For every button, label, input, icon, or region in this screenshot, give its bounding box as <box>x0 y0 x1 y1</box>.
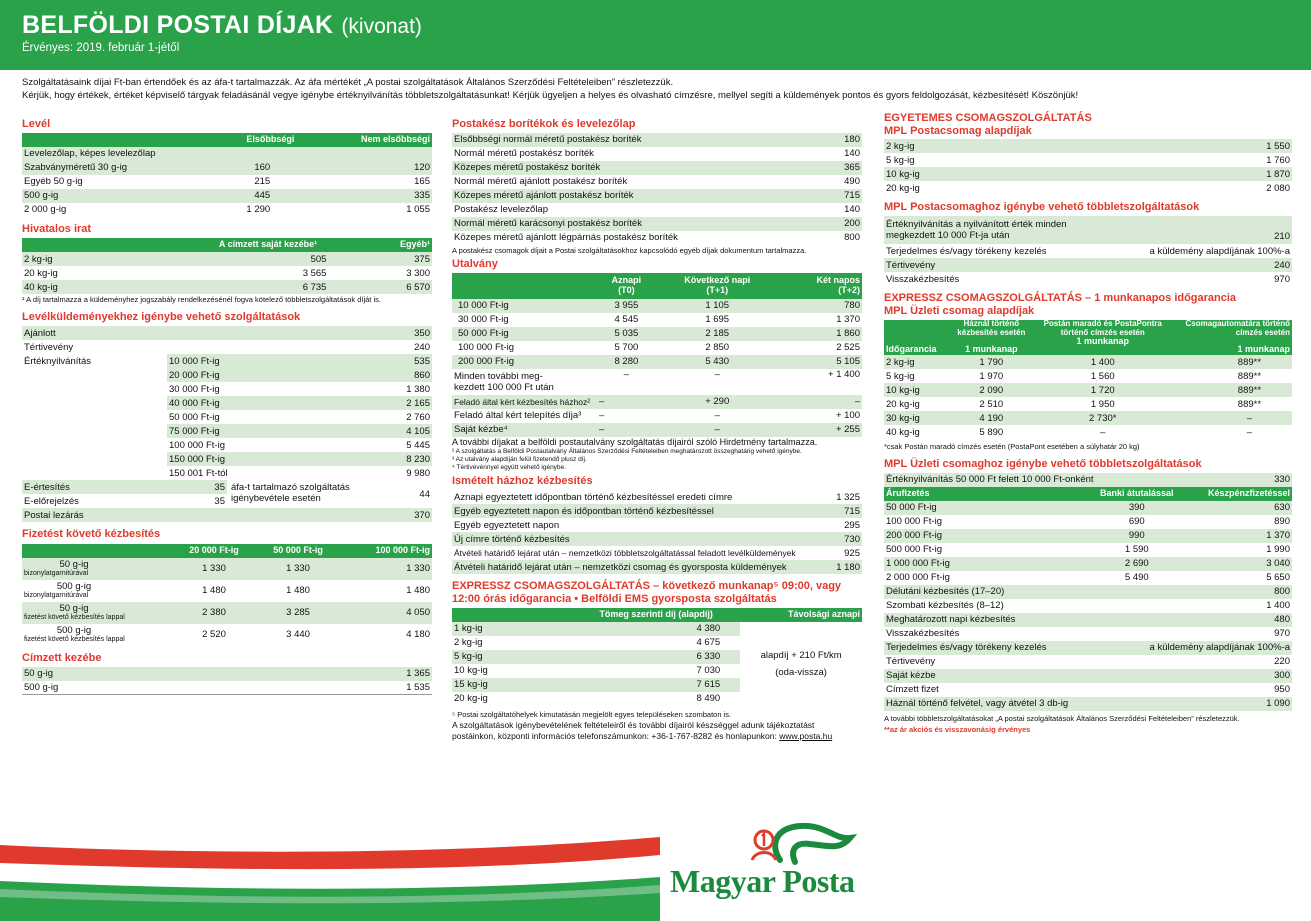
table-row: Normál méretű karácsonyi postakész boríték 200 <box>454 218 860 230</box>
fizetest-table <box>22 544 432 646</box>
table-row: Normál méretű ajánlott postakész boríték 490 <box>454 176 860 188</box>
valid-date: Érvényes: 2019. február 1-jétől <box>22 42 180 54</box>
footnote: postáinkon, központi információs telefonszámunkon: +36-1-767-8282 és honlapunkon: www.posta.hu <box>452 730 833 741</box>
table-row: 75 000 Ft-ig 4 105 <box>22 424 432 438</box>
table-row: 50 000 Ft-ig 2 760 <box>22 410 432 424</box>
table-row: 500 g-ig 445 335 <box>24 190 430 202</box>
section-title-mpltobb: MPL Postacsomaghoz igénybe vehető többletszolgáltatások <box>884 201 1200 214</box>
intro-line: Kérjük, hogy értékek, értéket képviselő tárgyak feladásánál vegye igénybe értéknyilvánítás többletszolgáltatásunkat! Kérjük ügyeljen a helyes és olvasható címzésre, mellyel segíti a küldemények pontos és gyors feldolgozását, kézbesítését! Köszönjük! <box>22 90 1079 102</box>
table-row: Szombati kézbesítés (8–12) 1 400 <box>886 600 1290 612</box>
table-row: 2 000 000 Ft-ig 5 490 5 650 <box>886 572 1290 584</box>
hivatalos-table <box>22 238 432 294</box>
table-row: Elsőbbségi normál méretű postakész boríték 180 <box>454 134 860 146</box>
table-row: Tértivevény 240 <box>24 341 430 353</box>
table-row: 5 kg-ig 1 970 1 560 889** <box>884 369 1292 383</box>
table-row: Aznapi egyeztetett időpontban történő kézbesítéssel eredeti címre 1 325 <box>454 491 860 503</box>
table-row: Levelezőlap, képes levelezőlap <box>22 147 432 161</box>
table-row: 200 000 Ft-ig 990 1 370 <box>886 530 1290 542</box>
table-row: 50 g-ig fizetést követő kézbesítés lappal 2 380 3 285 4 050 <box>22 602 432 624</box>
footnote: A szolgáltatások igénybevételének feltételeiről és további díjairól készséggel adunk tájékoztatást <box>452 719 815 730</box>
col-header: 100 000 Ft-ig <box>340 544 432 558</box>
footnote: ⁵ Postai szolgáltatóhelyek kimutatásán megjelölt egyes településeken szombaton is. <box>452 709 732 719</box>
col-header: Távolsági aznapi <box>740 608 862 622</box>
table-row: Saját kézbe⁴ – – + 255 <box>454 424 860 436</box>
footnote: ⁴ Tértivevénnyel együtt vehető igénybe. <box>452 464 566 472</box>
table-row: 150 000 Ft-ig 8 230 <box>22 452 432 466</box>
table-row: 40 kg-ig 5 890 – – <box>884 425 1292 439</box>
table-row: Közepes méretű ajánlott postakész boríték 715 <box>454 190 860 202</box>
table-row: 500 000 Ft-ig 1 590 1 990 <box>886 544 1290 556</box>
table-row: 10 kg-ig 7 030 <box>452 664 862 678</box>
table-row: 20 kg-ig 3 565 3 300 <box>24 267 430 279</box>
website-link[interactable]: www.posta.hu <box>779 730 833 741</box>
col-header: Egyéb¹ <box>366 238 432 252</box>
section-title-utalvany: Utalvány <box>452 257 498 270</box>
table-row: 500 g-ig fizetést követő kézbesítés lappal 2 520 3 440 4 180 <box>22 624 432 646</box>
footnote: *csak Postán maradó címzés esetén (PostaPont esetében a súlyhatár 20 kg) <box>884 442 1140 452</box>
table-row: Postai lezárás 370 <box>24 509 430 521</box>
table-row: Postakész levelezőlap 140 <box>454 204 860 216</box>
table-row: Feladó által kért telepítés díja³ – – + 100 <box>454 410 860 422</box>
table-row: Egyéb 50 g-ig 215 165 <box>24 176 430 188</box>
table-row: 15 kg-ig 7 615 <box>452 678 862 692</box>
cimzett-table <box>22 667 432 696</box>
table-row: Terjedelmes és/vagy törékeny kezelés a küldemény alapdíjának 100%-a <box>886 642 1290 654</box>
ems-table <box>452 608 862 706</box>
table-row: 40 kg-ig 6 735 6 570 <box>24 281 430 293</box>
footnote: A további díjakat a belföldi postautalvány szolgáltatás díjairól szóló Hirdetmény tartalmazza. <box>452 437 818 448</box>
table-row: 2 kg-ig 1 790 1 400 889** <box>884 355 1292 369</box>
table-row: Tértivevény 240 <box>886 259 1290 271</box>
table-row: Átvételi határidő lejárat után – nemzetközi többletszolgáltatással feladott levélküldemények 925 <box>454 547 860 559</box>
table-row: 200 000 Ft-ig 8 280 5 430 5 105 <box>452 355 862 369</box>
table-row: 5 kg-ig 1 760 <box>886 154 1290 166</box>
section-title-expressz1: EXPRESSZ CSOMAGSZOLGÁLTATÁS – 1 munkanapos időgarancia MPL Üzleti csomag alapdíjak <box>884 292 1237 318</box>
table-row: 100 000 Ft-ig 690 890 <box>886 516 1290 528</box>
table-row: Saját kézbe 300 <box>886 670 1290 682</box>
table-row: Átvételi határidő lejárat után – nemzetközi csomag és gyorsposta küldemények 1 180 <box>454 561 860 573</box>
table-row: 100 000 Ft-ig 5 700 2 850 2 525 <box>452 341 862 355</box>
table-row: 1 kg-ig 4 380 alapdíj + 210 Ft/km (oda-vissza) <box>452 622 862 636</box>
table-row: Ajánlott 350 <box>24 327 430 339</box>
col-header: Tömeg szerinti díj (alapdíj) <box>572 608 740 622</box>
table-row: 10 kg-ig 2 090 1 720 889** <box>884 383 1292 397</box>
table-row: E-előrejelzés 35 <box>24 495 225 507</box>
ismetelt-table <box>452 490 862 574</box>
section-title-ems: EXPRESSZ CSOMAGSZOLGÁLTATÁS – következő munkanap⁵ 09:00, vagy 12:00 órás időgarancia • Belföldi EMS gyorsposta szolgáltatás <box>452 580 842 606</box>
decorative-wave <box>0 815 660 921</box>
section-title-fizetest: Fizetést követő kézbesítés <box>22 528 161 541</box>
table-row: Egyéb egyeztetett napon 295 <box>454 519 860 531</box>
table-row: 40 000 Ft-ig 2 165 <box>22 396 432 410</box>
boritek-table <box>452 133 862 245</box>
table-row: 2 kg-ig 505 375 <box>24 253 430 265</box>
utalvany-table: Aznapi (T0) Következő napi (T+1) Két napos (T+2) 10 000 Ft-ig 3 955 1 105 780 30 000 Ft-ig 4 545 1 695 1 370 50 000 Ft-ig 5 035 2 185 1 860 100 000 Ft-ig 5 700 2 850 2 525 200 000 Ft-ig 8 280 5 430 5 105 Minden további meg- kezdett 100 000 Ft után – – + 1 400 Feladó által kért kézbesítés házhoz² – + 290 – Feladó által kért telepítés díja³ – – + 100 Saját kézbe⁴ – – + 255 <box>452 273 862 437</box>
table-row: Normál méretű postakész boríték 140 <box>454 148 860 160</box>
footnote: ¹ A díj tartalmazza a küldeményhez jogszabály rendelkezésénél fogva kötelező többletszolgáltatások díját is. <box>22 295 381 305</box>
table-row: Egyéb egyeztetett napon és időpontban történő kézbesítéssel 715 <box>454 505 860 517</box>
section-title-level: Levél <box>22 118 51 130</box>
section-title-cimzett: Címzett kezébe <box>22 651 102 664</box>
table-row: 20 kg-ig 2 080 <box>886 182 1290 194</box>
column-left <box>22 112 432 695</box>
col-header: 20 000 Ft-ig <box>172 544 256 558</box>
logo-text: Magyar Posta <box>670 863 855 899</box>
header-bar <box>0 0 1311 70</box>
page-subtitle: (kivonat) <box>341 15 422 38</box>
column-right <box>884 112 1292 735</box>
table-row: 500 g-ig bizonylatgarnitúrával 1 480 1 480 1 480 <box>22 580 432 602</box>
table-row: 2 kg-ig 4 675 <box>452 636 862 650</box>
table-row: 10 kg-ig 1 870 <box>886 168 1290 180</box>
intro-text <box>22 76 1292 103</box>
table-row: 10 000 Ft-ig 3 955 1 105 780 <box>452 299 862 313</box>
section-title-ismetelt: Ismételt házhoz kézbesítés <box>452 475 593 488</box>
col-header: Nem elsőbbségi <box>330 133 432 147</box>
col-header: 50 000 Ft-ig <box>256 544 340 558</box>
table-row: E-értesítés 35 áfa-t tartalmazó szolgáltatás igénybevétele esetén 44 <box>22 480 432 494</box>
table-row: 30 000 Ft-ig 4 545 1 695 1 370 <box>452 313 862 327</box>
table-row: 100 000 Ft-ig 5 445 <box>22 438 432 452</box>
table-row: 500 g-ig 1 535 <box>24 681 430 693</box>
table-row: 50 g-ig 1 365 <box>24 667 430 679</box>
table-row: Délutáni kézbesítés (17–20) 800 <box>886 586 1290 598</box>
expressz1-table: Időgarancia Háznál történő kézbesítés esetén 1 munkanap Postán maradó és PostaPontra történő címzés esetén 1 munkanap Csomagautomatára történő címzés esetén 1 munkanap 2 kg-ig 1 790 1 400 889** 5 kg-ig 1 970 1 560 889** 10 kg-ig 2 090 1 720 889** 20 kg-ig 2 510 1 950 889** 30 kg-ig 4 190 2 730* – 40 kg-ig 5 890 – – <box>886 318 1290 438</box>
table-row: 150 001 Ft-tól 9 980 <box>22 466 432 480</box>
section-title-levkuld: Levélküldeményekhez igénybe vehető szolgáltatások <box>22 311 301 324</box>
table-row: 50 g-ig bizonylatgarnitúrával 1 330 1 330 1 330 <box>22 558 432 580</box>
mpltobb-table <box>884 216 1292 286</box>
table-row: 1 000 000 Ft-ig 2 690 3 040 <box>886 558 1290 570</box>
table-row: Értéknyilvánítás 10 000 Ft-ig 535 <box>24 355 430 367</box>
table-row: Értéknyilvánítás a nyilvánított érték minden megkezdett 10 000 Ft-ja után 210 <box>884 216 1292 244</box>
col-header: A címzett saját kezébe¹ <box>170 238 367 252</box>
table-row: Meghatározott napi kézbesítés 480 <box>886 614 1290 626</box>
section-title-hivatalos: Hivatalos irat <box>22 223 92 236</box>
table-row: Új címre történő kézbesítés 730 <box>454 533 860 545</box>
footnote: **az ár akciós és visszavonásig érvényes <box>884 724 1031 734</box>
table-row: Háznál történő felvétel, vagy átvétel 3 db-ig 1 090 <box>886 698 1290 710</box>
table-row: Visszakézbesítés 970 <box>886 273 1290 285</box>
table-row: Értéknyilvánítás 50 000 Ft felett 10 000 Ft-onként 330 <box>886 474 1290 486</box>
section-title-boritek: Postakész borítékok és levelezőlap <box>452 118 636 130</box>
egyetemes-table <box>884 139 1292 195</box>
table-row: Címzett fizet 950 <box>886 684 1290 696</box>
table-row: Terjedelmes és/vagy törékeny kezelés a küldemény alapdíjának 100%-a <box>886 245 1290 257</box>
table-row: 30 000 Ft-ig 1 380 <box>22 382 432 396</box>
intro-line: Szolgáltatásaink díjai Ft-ban értendőek és az áfa-t tartalmazzák. Az áfa mértékét „A postai szolgáltatások Általános Szerződési Feltételeiben” részletezzük. <box>22 77 674 88</box>
table-row: 50 000 Ft-ig 5 035 2 185 1 860 <box>452 327 862 341</box>
table-row: Minden további meg- kezdett 100 000 Ft után – – + 1 400 <box>454 369 860 394</box>
level-table <box>22 133 432 217</box>
column-middle <box>452 112 862 742</box>
col-header: Elsőbbségi <box>211 133 331 147</box>
table-row: Visszakézbesítés 970 <box>886 628 1290 640</box>
levkuld-e-table <box>22 480 432 522</box>
table-row: 50 000 Ft-ig 390 630 <box>886 502 1290 514</box>
levkuld-table <box>22 326 432 480</box>
table-row: Közepes méretű ajánlott légpárnás postakész boríték 800 <box>454 232 860 244</box>
table-row: Tértivevény 220 <box>886 656 1290 668</box>
footnote: ³ Az utalvány alapdíján felül fizetendő plusz díj. <box>452 456 587 464</box>
table-row: Közepes méretű postakész boríték 365 <box>454 162 860 174</box>
table-row: 2 000 g-ig 1 290 1 055 <box>24 204 430 216</box>
table-row: Feladó által kért kézbesítés házhoz² – + 290 – <box>454 396 860 408</box>
table-row: 5 kg-ig 6 330 <box>452 650 862 664</box>
page-title: BELFÖLDI POSTAI DÍJAK <box>22 11 334 39</box>
table-row: 30 kg-ig 4 190 2 730* – <box>884 411 1292 425</box>
table-row: 20 kg-ig 8 490 <box>452 692 862 706</box>
section-title-uzleti: MPL Üzleti csomaghoz igénybe vehető többletszolgáltatások <box>884 457 1202 470</box>
footnote: A további többletszolgáltatásokat „A postai szolgáltatások Általános Szerződési Feltételeiben” részletezzük. <box>884 714 1240 724</box>
table-row: 20 kg-ig 2 510 1 950 889** <box>884 397 1292 411</box>
table-row: Szabványméretű 30 g-ig 160 120 <box>24 162 430 174</box>
footnote: A postakész csomagok díjait a Postai szolgáltatásokhoz kapcsolódó egyéb díjak dokumentum tartalmazza. <box>452 246 807 256</box>
footnote: ² A szolgáltatás a Belföldi Postautalvány Általános Szerződési Feltételeiben meghatározott összeghatárig vehető igénybe. <box>452 447 802 455</box>
table-row: 2 kg-ig 1 550 <box>886 140 1290 152</box>
uzleti-table: Értéknyilvánítás 50 000 Ft felett 10 000 Ft-onként 330 Árufizetés Banki átutalással Készpénzfizetéssel 50 000 Ft-ig 390 630 100 000 Ft-ig 690 890 200 000 Ft-ig 990 1 370 500 000 Ft-ig 1 590 1 990 1 000 000 Ft-ig 2 690 3 040 2 000 000 Ft-ig 5 490 5 650 Délutáni kézbesítés (17–20) 800 Szombati kézbesítés (8–12) 1 400 Meghatározott napi kézbesítés 480 Visszakézbesítés 970 Terjedelmes és/vagy törékeny kezelés a küldemény alapdíjának 100%-a Tértivevény 220 Saját kézbe 300 Címzett fizet 950 Háznál történő felvétel, vagy átvétel 3 db-ig 1 090 <box>886 474 1290 710</box>
table-row: 20 000 Ft-ig 860 <box>22 368 432 382</box>
section-title-egyetemes: EGYETEMES CSOMAGSZOLGÁLTATÁS MPL Postacsomag alapdíjak <box>884 112 1092 137</box>
magyar-posta-logo <box>660 820 860 910</box>
